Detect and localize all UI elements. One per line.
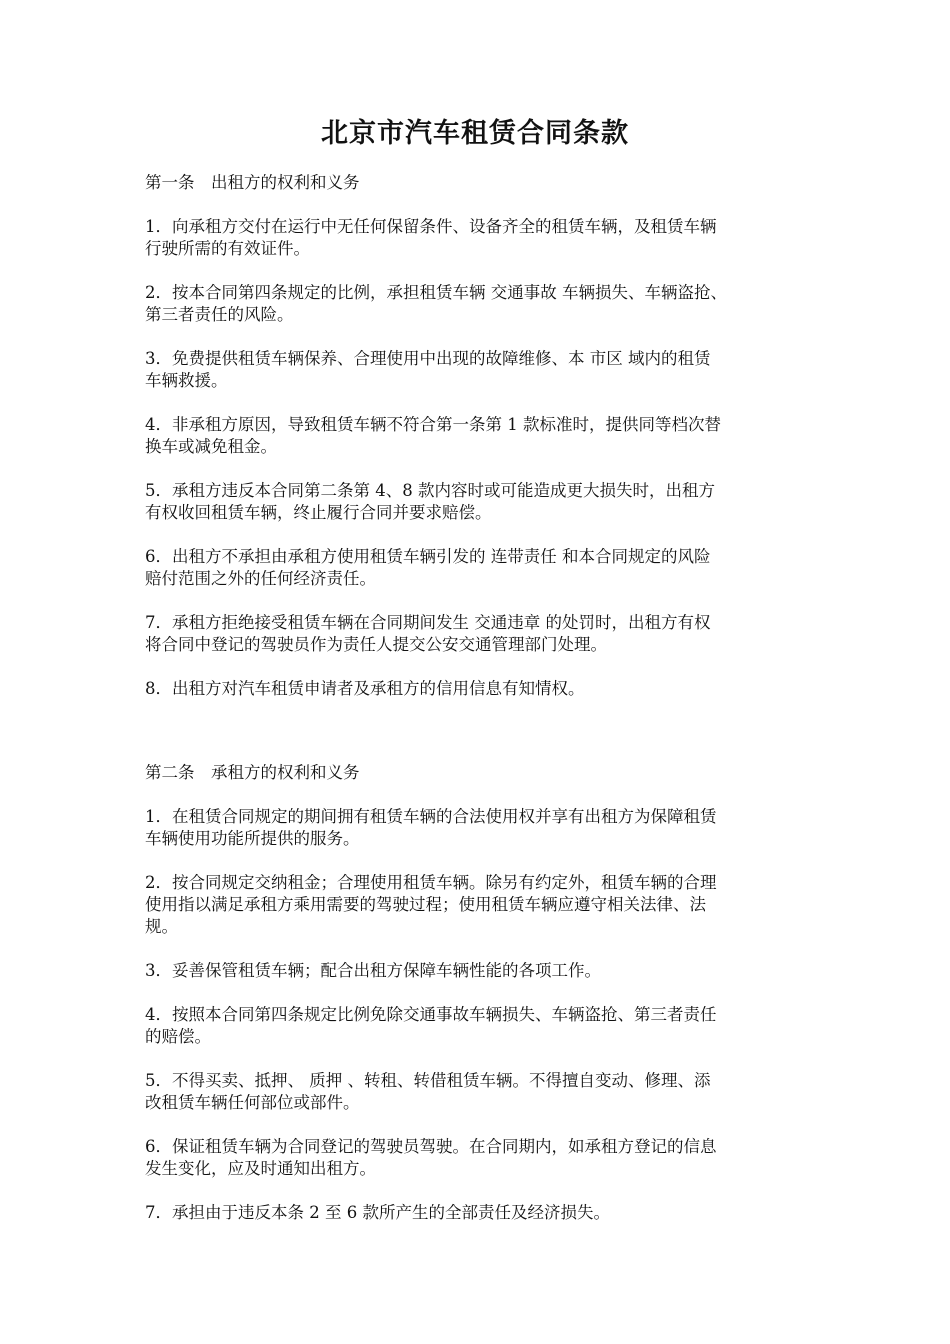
clause-line: 2．按合同规定交纳租金；合理使用租赁车辆。除另有约定外，租赁车辆的合理 — [145, 873, 717, 892]
section-2-items — [145, 806, 815, 1224]
clause-paragraph — [145, 612, 815, 656]
clause-paragraph — [145, 872, 815, 938]
clause-line: 1．向承租方交付在运行中无任何保留条件、设备齐全的租赁车辆，及租赁车辆 — [145, 217, 717, 236]
clause-line: 3．妥善保管租赁车辆；配合出租方保障车辆性能的各项工作。 — [145, 961, 601, 980]
clause-paragraph — [145, 960, 815, 982]
clause-paragraph — [145, 282, 815, 326]
clause-line: 规。 — [145, 917, 178, 936]
clause-line: 4．按照本合同第四条规定比例免除交通事故车辆损失、车辆盗抢、第三者责任 — [145, 1005, 717, 1024]
clause-line: 发生变化，应及时通知出租方。 — [145, 1159, 376, 1178]
clause-line: 5．不得买卖、抵押、 质押 、转租、转借租赁车辆。不得擅自变动、修理、添 — [145, 1071, 711, 1090]
clause-paragraph — [145, 1070, 815, 1114]
clause-line: 使用指以满足承租方乘用需要的驾驶过程；使用租赁车辆应遵守相关法律、法 — [145, 895, 706, 914]
clause-line: 将合同中登记的驾驶员作为责任人提交公安交通管理部门处理。 — [145, 635, 607, 654]
clause-line: 改租赁车辆任何部位或部件。 — [145, 1093, 360, 1112]
clause-paragraph — [145, 414, 815, 458]
clause-line: 6．保证租赁车辆为合同登记的驾驶员驾驶。在合同期内，如承租方登记的信息 — [145, 1137, 717, 1156]
section-gap — [145, 722, 815, 762]
clause-paragraph — [145, 348, 815, 392]
clause-line: 7．承担由于违反本条 2 至 6 款所产生的全部责任及经济损失。 — [145, 1203, 610, 1222]
clause-line: 4．非承租方原因，导致租赁车辆不符合第一条第 1 款标准时，提供同等档次替 — [145, 415, 721, 434]
clause-paragraph — [145, 480, 815, 524]
clause-paragraph — [145, 806, 815, 850]
clause-line: 2．按本合同第四条规定的比例，承担租赁车辆 交通事故 车辆损失、车辆盗抢、 — [145, 283, 727, 302]
clause-paragraph — [145, 1136, 815, 1180]
clause-line: 有权收回租赁车辆，终止履行合同并要求赔偿。 — [145, 503, 492, 522]
clause-line: 车辆使用功能所提供的服务。 — [145, 829, 360, 848]
clause-paragraph — [145, 1004, 815, 1048]
clause-line: 1．在租赁合同规定的期间拥有租赁车辆的合法使用权并享有出租方为保障租赁 — [145, 807, 717, 826]
clause-paragraph — [145, 546, 815, 590]
clause-line: 3．免费提供租赁车辆保养、合理使用中出现的故障维修、本 市区 域内的租赁 — [145, 349, 711, 368]
clause-line: 车辆救援。 — [145, 371, 228, 390]
clause-line: 的赔偿。 — [145, 1027, 211, 1046]
section-1-items — [145, 216, 815, 700]
document-body — [145, 172, 815, 1246]
clause-paragraph — [145, 216, 815, 260]
clause-line: 8．出租方对汽车租赁申请者及承租方的信用信息有知情权。 — [145, 679, 585, 698]
clause-line: 行驶所需的有效证件。 — [145, 239, 310, 258]
clause-line: 6．出租方不承担由承租方使用租赁车辆引发的 连带责任 和本合同规定的风险 — [145, 547, 711, 566]
document-title: 北京市汽车租赁合同条款 — [321, 118, 629, 149]
clause-paragraph — [145, 1202, 815, 1224]
clause-line: 赔付范围之外的任何经济责任。 — [145, 569, 376, 588]
clause-line: 第三者责任的风险。 — [145, 305, 294, 324]
clause-paragraph — [145, 678, 815, 700]
section-heading-2: 第二条 承租方的权利和义务 — [145, 763, 360, 782]
clause-line: 7．承租方拒绝接受租赁车辆在合同期间发生 交通违章 的处罚时，出租方有权 — [145, 613, 711, 632]
clause-line: 换车或减免租金。 — [145, 437, 277, 456]
clause-line: 5．承租方违反本合同第二条第 4、8 款内容时或可能造成更大损失时，出租方 — [145, 481, 715, 500]
section-heading-1: 第一条 出租方的权利和义务 — [145, 173, 360, 192]
